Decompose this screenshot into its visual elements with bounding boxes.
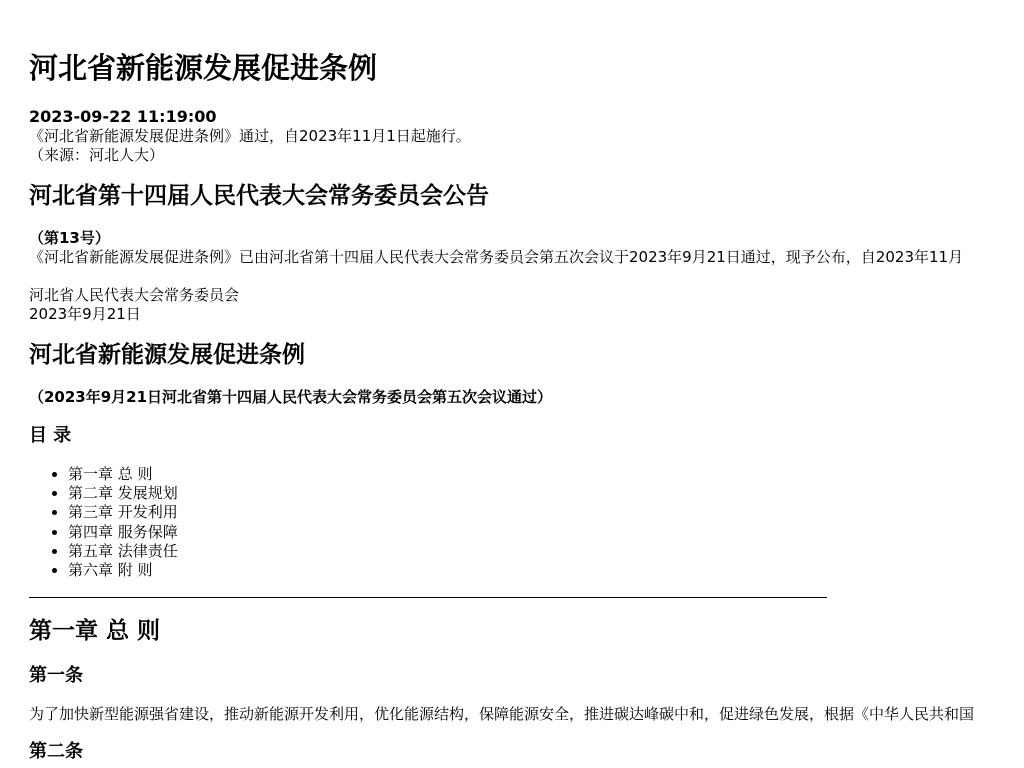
toc-item: • 第三章 开发利用: [68, 503, 178, 522]
announcement-number: （第13号）: [29, 229, 110, 247]
adoption-note: （2023年9月21日河北省第十四届人民代表大会常务委员会第五次会议通过）: [29, 388, 553, 406]
source-text: （来源：河北人大）: [29, 146, 165, 164]
announcement-body: 《河北省新能源发展促进条例》已由河北省第十四届人民代表大会常务委员会第五次会议于2023年9月21日通过，现予公布，自2023年11月: [29, 248, 964, 266]
section-divider: [29, 597, 827, 598]
toc-item: • 第二章 发展规划: [68, 484, 178, 503]
toc-item: • 第五章 法律责任: [68, 542, 178, 561]
regulation-heading: 河北省新能源发展促进条例: [29, 342, 305, 368]
article-text: 为了加快新型能源强省建设，推动新能源开发利用，优化能源结构，保障能源安全，推进碳达峰碳中和，促进绿色发展，根据《中华人民共和国: [29, 705, 975, 723]
page-title: 河北省新能源发展促进条例: [29, 51, 378, 85]
announcement-issuer: 河北省人民代表大会常务委员会: [29, 286, 240, 304]
chapter-heading: 第一章 总 则: [29, 618, 161, 644]
toc-heading: 目 录: [29, 425, 72, 446]
toc-item: • 第六章 附 则: [68, 561, 178, 580]
publish-date: 2023-09-22 11:19:00: [29, 107, 217, 126]
article-heading: 第一条: [29, 665, 83, 686]
announcement-issue-date: 2023年9月21日: [29, 305, 141, 323]
table-of-contents: [29, 465, 178, 580]
toc-item: • 第四章 服务保障: [68, 523, 178, 542]
toc-item: • 第一章 总 则: [68, 465, 178, 484]
article-heading: 第二条: [29, 741, 83, 762]
summary-text: 《河北省新能源发展促进条例》通过，自2023年11月1日起施行。: [29, 127, 471, 145]
announcement-heading: 河北省第十四届人民代表大会常务委员会公告: [29, 183, 489, 209]
